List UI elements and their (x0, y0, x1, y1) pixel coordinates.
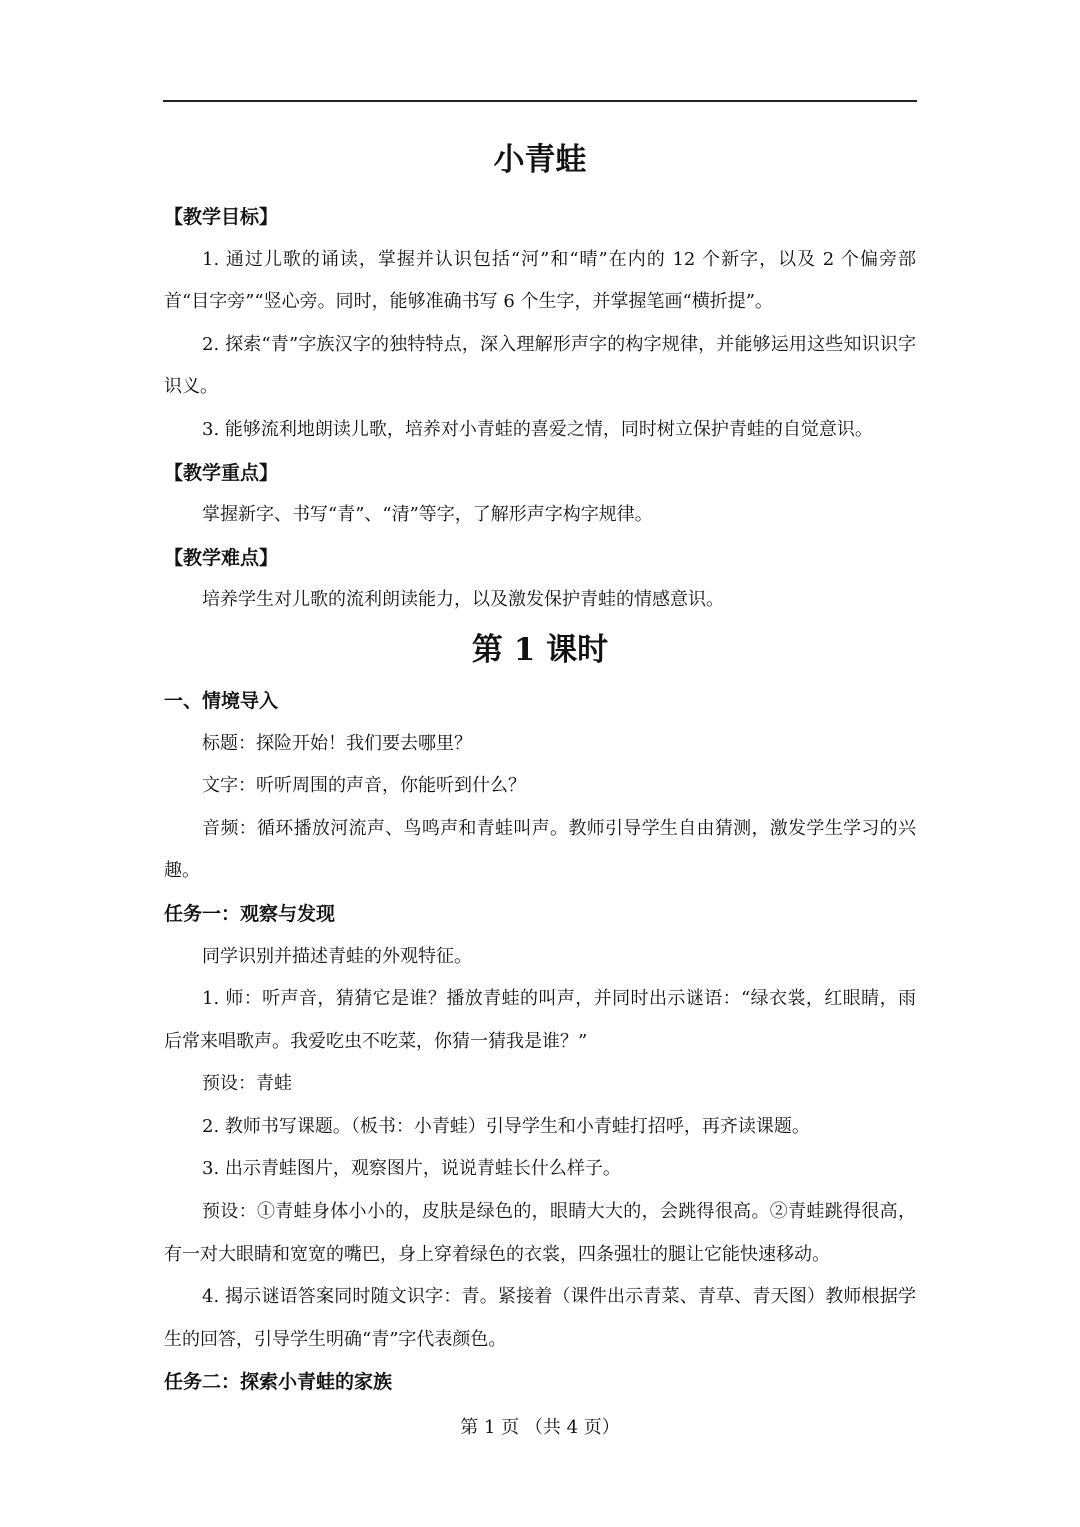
task1-paragraph: 1. 师：听声音，猜猜它是谁？播放青蛙的叫声，并同时出示谜语：“绿衣裳，红眼睛，雨后常来唱歌声。我爱吃虫不吃菜，你猜一猜我是谁？” (164, 988, 916, 1052)
page-number-footer: 第 1 页 （共 4 页） (460, 1417, 620, 1438)
task1-paragraph: 同学识别并描述青蛙的外观特征。 (202, 945, 472, 967)
difficult-points-heading: 【教学难点】 (164, 546, 279, 569)
task1-paragraph: 4. 揭示谜语答案同时随文识字：青。紧接着（课件出示青菜、青草、青天图）教师根据学生的回答，引导学生明确“青”字代表颜色。 (164, 1286, 916, 1350)
difficult-points-text: 培养学生对儿歌的流利朗读能力，以及激发保护青蛙的情感意识。 (202, 589, 724, 611)
task1-paragraph: 2. 教师书写课题。（板书：小青蛙）引导学生和小青蛙打招呼，再齐读课题。 (202, 1115, 810, 1137)
document-title: 小青蛙 (493, 142, 587, 178)
key-points-text: 掌握新字、书写“青”、“清”等字，了解形声字构字规律。 (202, 504, 653, 526)
part1-paragraph: 音频：循环播放河流声、鸟鸣声和青蛙叫声。教师引导学生自由猜测，激发学生学习的兴趣。 (164, 817, 916, 882)
lesson-title: 第 1 课时 (471, 631, 609, 668)
task2-heading: 任务二：探索小青蛙的家族 (164, 1371, 393, 1394)
part1-paragraph: 文字：听听周围的声音，你能听到什么？ (202, 775, 526, 797)
part1-paragraph: 标题：探险开始！我们要去哪里？ (202, 732, 472, 754)
goal-item: 1. 通过儿歌的诵读，掌握并认识包括“河”和“晴”在内的 12 个新字，以及 2 个偏旁部首“目字旁”“竖心旁。同时，能够准确书写 6 个生字，并掌握笔画“横折提”。 (164, 248, 916, 313)
part1-heading: 一、情境导入 (164, 689, 279, 712)
task1-paragraph: 3. 出示青蛙图片，观察图片，说说青蛙长什么样子。 (202, 1158, 621, 1180)
task1-paragraph: 预设：青蛙 (202, 1073, 292, 1095)
goals-heading: 【教学目标】 (164, 206, 279, 228)
header-rule (163, 100, 917, 102)
page-content (164, 138, 916, 1404)
key-points-heading: 【教学重点】 (164, 461, 279, 484)
task1-heading: 任务一：观察与发现 (164, 902, 336, 925)
goal-item: 2. 探索“青”字族汉字的独特特点，深入理解形声字的构字规律，并能够运用这些知识识字识义。 (164, 333, 916, 398)
task1-paragraph: 预设：①青蛙身体小小的，皮肤是绿色的，眼睛大大的，会跳得很高。②青蛙跳得很高，有一对大眼睛和宽宽的嘴巴，身上穿着绿色的衣裳，四条强壮的腿让它能快速移动。 (164, 1201, 916, 1265)
goal-item: 3. 能够流利地朗读儿歌，培养对小青蛙的喜爱之情，同时树立保护青蛙的自觉意识。 (202, 418, 873, 440)
